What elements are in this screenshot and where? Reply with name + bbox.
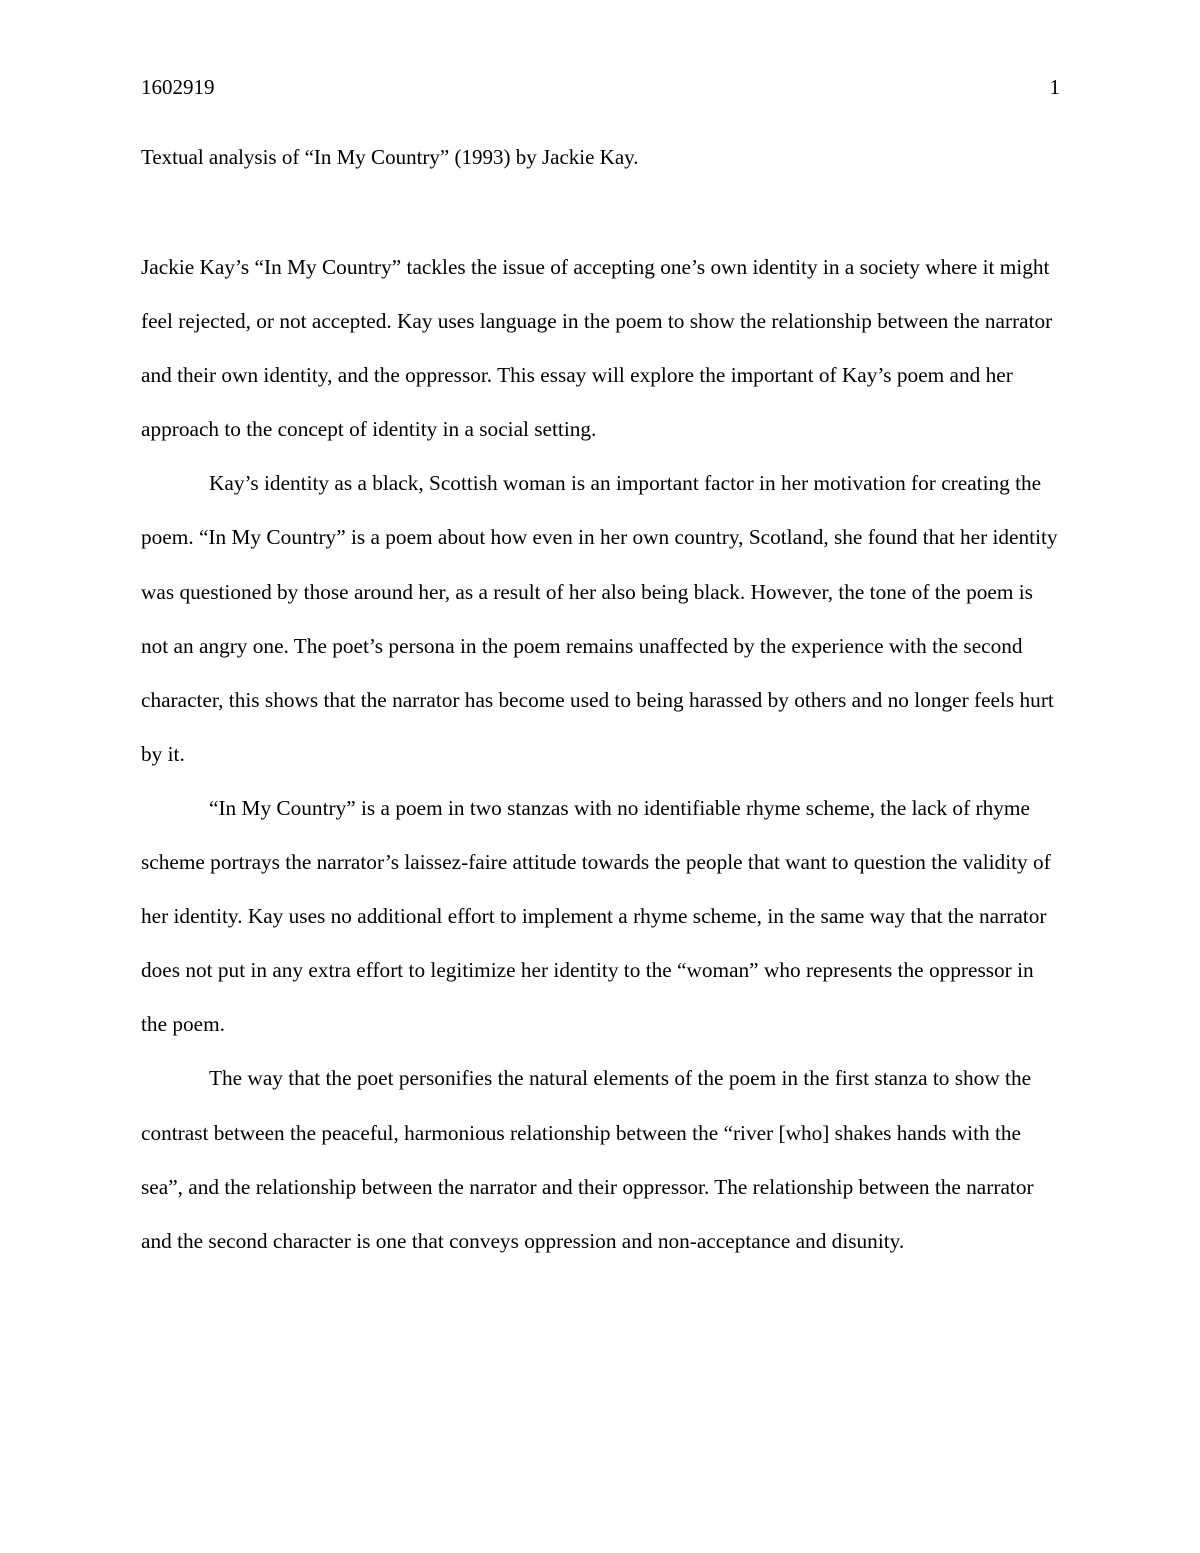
paragraph-personification: The way that the poet personifies the natural elements of the poem in the first stanza to show the contrast between the peaceful, harmonious relationship between the “river [who] shakes hands with the sea”, and the relationship between the narrator and their oppressor. The relationship between the narrator and the second character is one that conveys oppression and non-acceptance and disunity. <box>141 1066 1034 1253</box>
essay-body <box>141 240 1061 1268</box>
essay-title: Textual analysis of “In My Country” (1993) by Jackie Kay. <box>141 145 639 169</box>
paragraph-rhyme-scheme: “In My Country” is a poem in two stanzas with no identifiable rhyme scheme, the lack of rhyme scheme portrays the narrator’s laissez-faire attitude towards the people that want to question the validity of her identity. Kay uses no additional effort to implement a rhyme scheme, in the same way that the narrator does not put in any extra effort to legitimize her identity to the “woman” who represents the oppressor in the poem. <box>141 795 1051 1037</box>
paragraph-identity: Kay’s identity as a black, Scottish woman is an important factor in her motivation for creating the poem. “In My Country” is a poem about how even in her own country, Scotland, she found that her identity was questioned by those around her, as a result of her also being black. However, the tone of the poem is not an angry one. The poet’s persona in the poem remains unaffected by the experience with the second character, this shows that the narrator has become used to being harassed by others and no longer feels hurt by it. <box>141 471 1058 766</box>
paragraph-introduction: Jackie Kay’s “In My Country” tackles the issue of accepting one’s own identity in a society where it might feel rejected, or not accepted. Kay uses language in the poem to show the relationship between the narrator and their own identity, and the oppressor. This essay will explore the important of Kay’s poem and her approach to the concept of identity in a social setting. <box>141 255 1053 442</box>
header-page-number: 1 <box>1049 75 1060 99</box>
header-student-id: 1602919 <box>141 75 215 99</box>
